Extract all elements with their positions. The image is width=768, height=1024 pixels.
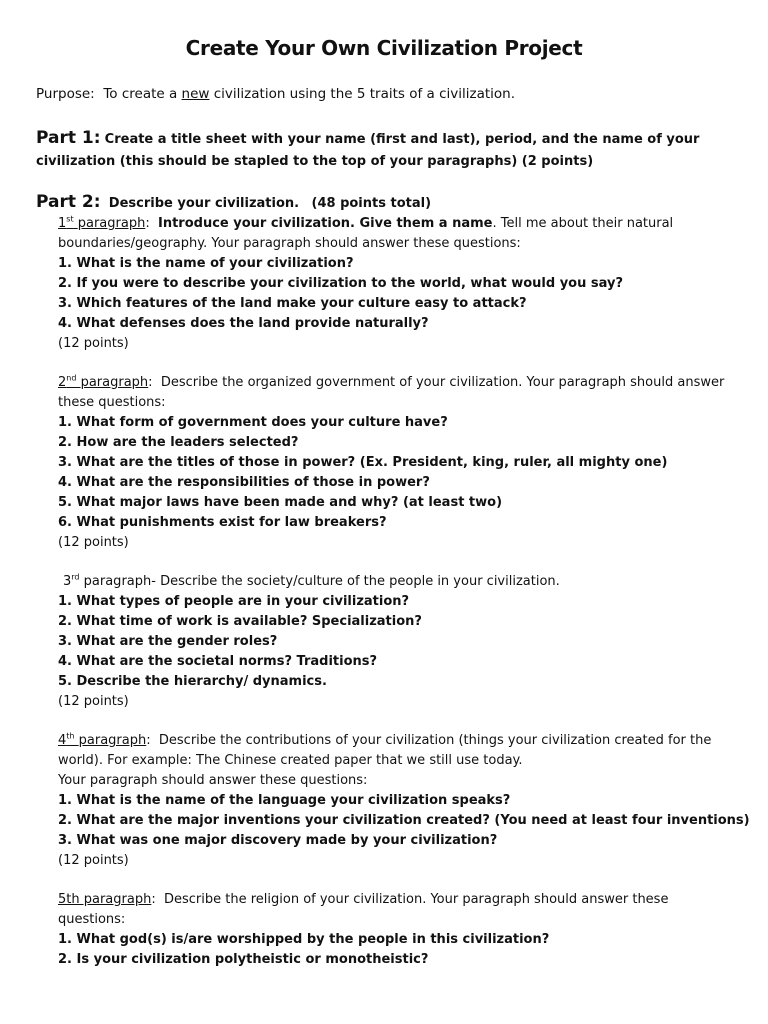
paragraph-4-ordinal: th (66, 731, 75, 741)
purpose-text-after: civilization using the 5 traits of a civilization. (213, 86, 516, 102)
part-2 (36, 192, 431, 212)
paragraph-2-label (58, 375, 148, 390)
question-item: 3. What are the titles of those in power? (Ex. President, king, ruler, all mighty one) (58, 455, 668, 470)
paragraph-1-label (58, 216, 145, 231)
question-item: 5. What major laws have been made and why? (at least two) (58, 495, 503, 510)
paragraph-2-section (58, 373, 728, 553)
question-item: 1. What is the name of the language your civilization speaks? (58, 793, 511, 808)
purpose-label: Purpose: (36, 86, 95, 102)
paragraph-5-label: 5th paragraph (58, 892, 152, 907)
paragraph-4-label (58, 733, 146, 748)
paragraph-4-description: Describe the contributions of your civilization (things your civilization created for the world). For example: The Chinese created paper that we still use today. (58, 733, 712, 768)
paragraph-1-intro: 1st paragraph: Introduce your civilization. Give them a name. Tell me about their natural boundaries/geography. Your paragraph should answer these questions: (58, 214, 674, 251)
paragraph-2-ordinal: nd (66, 373, 77, 383)
question-item: 1. What types of people are in your civilization? (58, 594, 410, 609)
part-1-label: Part 1: (36, 128, 101, 148)
question-item: 1. What form of government does your culture have? (58, 415, 448, 430)
paragraph-3-points: (12 points) (58, 694, 129, 709)
question-item: 1. What is the name of your civilization? (58, 256, 354, 271)
paragraph-1-bold-intro: Introduce your civilization. Give them a name (157, 216, 493, 231)
paragraph-1-label-text: paragraph (77, 216, 146, 231)
paragraph-4-number: 4 (58, 733, 67, 748)
question-item: 2. What time of work is available? Specialization? (58, 614, 422, 629)
paragraph-4-section (58, 731, 750, 871)
question-item: 3. Which features of the land make your culture easy to attack? (58, 296, 527, 311)
paragraph-4-label-text: paragraph (78, 733, 147, 748)
page-title: Create Your Own Civilization Project (185, 36, 583, 60)
question-item: 2. How are the leaders selected? (58, 435, 299, 450)
paragraph-1-points: (12 points) (58, 336, 129, 351)
part-1 (36, 127, 736, 173)
question-item: 4. What are the societal norms? Traditions? (58, 654, 378, 669)
part-1-text: Create a title sheet with your name (first and last), period, and the name of your civilization (this should be stapled to the top of your paragraphs) (2 points) (36, 132, 700, 169)
paragraph-3-number: 3 (63, 574, 72, 589)
paragraph-4-intro: 4th paragraph: Describe the contributions of your civilization (things your civilization created for the world). For example: The Chinese created paper that we still use today. (58, 731, 712, 768)
paragraph-3-description: Describe the society/culture of the people in your civilization. (160, 574, 560, 589)
question-item: 2. What are the major inventions your civilization created? (You need at least four inventions) (58, 813, 750, 828)
part-2-label: Part 2: (36, 192, 101, 212)
question-item: 2. Is your civilization polytheistic or monotheistic? (58, 952, 429, 967)
question-item: 3. What was one major discovery made by your civilization? (58, 833, 498, 848)
paragraph-1-description: . Tell me about their natural boundaries/geography. Your paragraph should answer these questions: (58, 216, 674, 251)
question-item: 5. Describe the hierarchy/ dynamics. (58, 674, 327, 689)
paragraph-2-description: Describe the organized government of your civilization. Your paragraph should answer these questions: (58, 375, 725, 410)
paragraph-4-points: (12 points) (58, 853, 129, 868)
paragraph-5-section (58, 890, 728, 970)
paragraph-2-number: 2 (58, 375, 67, 390)
paragraph-3-ordinal: rd (71, 572, 80, 582)
purpose-text-before: To create a (103, 86, 178, 102)
paragraph-1-ordinal: st (66, 214, 74, 224)
question-item: 4. What are the responsibilities of those in power? (58, 475, 430, 490)
paragraph-2-intro: 2nd paragraph: Describe the organized government of your civilization. Your paragraph should answer these questions: (58, 373, 725, 410)
paragraph-5-intro: 5th paragraph: Describe the religion of your civilization. Your paragraph should answer these questions: (58, 892, 669, 927)
paragraph-4-description-2: Your paragraph should answer these questions: (58, 773, 368, 788)
paragraph-3-section (58, 572, 728, 712)
purpose-emphasis: new (181, 86, 210, 102)
question-item: 2. If you were to describe your civilization to the world, what would you say? (58, 276, 624, 291)
paragraph-3-label-text: paragraph- (83, 574, 156, 589)
question-item: 6. What punishments exist for law breakers? (58, 515, 387, 530)
question-item: 4. What defenses does the land provide naturally? (58, 316, 429, 331)
paragraph-2-points: (12 points) (58, 535, 129, 550)
purpose-line (36, 86, 515, 102)
paragraph-3-label (63, 574, 156, 589)
paragraph-5-description: Describe the religion of your civilization. Your paragraph should answer these questions: (58, 892, 669, 927)
paragraph-3-intro (58, 572, 728, 592)
question-item: 3. What are the gender roles? (58, 634, 278, 649)
part-2-points: (48 points total) (311, 196, 432, 211)
part-2-text: Describe your civilization. (108, 196, 300, 211)
paragraph-1-section (58, 214, 728, 354)
paragraph-2-label-text: paragraph (80, 375, 149, 390)
question-item: 1. What god(s) is/are worshipped by the people in this civilization? (58, 932, 550, 947)
paragraph-1-number: 1 (58, 216, 67, 231)
